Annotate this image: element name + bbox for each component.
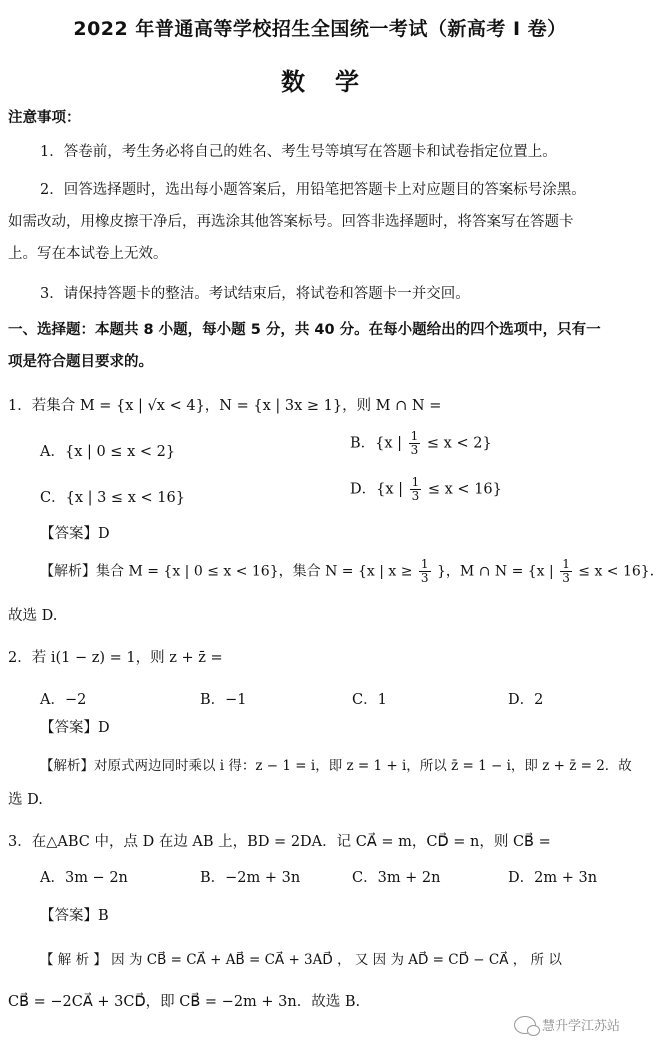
question-1-option-d: D．{x | $\frac{1}{3}$ ≤ x < 16}	[350, 475, 502, 503]
notes-heading: 注意事项：	[8, 110, 81, 126]
section-heading-line-2: 项是符合题目要求的。	[8, 354, 153, 370]
fraction: $\frac{1}{3}$	[410, 429, 419, 457]
question-3-answer: 【答案】B	[40, 908, 109, 924]
question-2-option-b: B．−1	[200, 692, 247, 708]
question-1-option-c: C．{x | 3 ≤ x < 16}	[40, 490, 185, 506]
question-1-stem: 1．若集合 M = {x | √x < 4}，N = {x | 3x ≥ 1}，则 M ∩ N =	[8, 398, 442, 414]
note-item-2-line-2: 如需改动，用橡皮擦干净后，再选涂其他答案标号。回答非选择题时，将答案写在答题卡	[8, 214, 574, 230]
wechat-icon	[514, 1016, 536, 1034]
fraction: $\frac{1}{3}$	[411, 475, 420, 503]
question-3-stem: 3．在△ABC 中，点 D 在边 AB 上，BD = 2DA．记 CA⃗ = m，CD⃗ = n，则 CB⃗ =	[8, 834, 551, 850]
note-item-3: 3．请保持答题卡的整洁。考试结束后，将试卷和答题卡一并交回。	[40, 286, 470, 302]
question-1-option-b: B．{x | $\frac{1}{3}$ ≤ x < 2}	[350, 429, 492, 457]
question-2-answer: 【答案】D	[40, 720, 110, 736]
subject-title: 数学	[281, 68, 389, 96]
question-3-analysis: 【 解 析 】 因 为 CB⃗ = CA⃗ + AB⃗ = CA⃗ + 3AD⃗ ， 又 因 为 AD⃗ = CD⃗ − CA⃗ ， 所 以	[40, 952, 562, 968]
question-2-option-d: D．2	[508, 692, 544, 708]
question-2-conclusion: 选 D.	[8, 792, 43, 808]
question-1-analysis: 【解析】集合 M = {x | 0 ≤ x < 16}，集合 N = {x | x ≥ $\frac{1}{3}$ }，M ∩ N = {x | $\frac{1}{3}$ ≤ x < 16}．	[40, 557, 664, 585]
note-item-2-line-3: 上。写在本试卷上无效。	[8, 246, 168, 262]
question-1-option-a: A．{x | 0 ≤ x < 2}	[40, 444, 176, 460]
section-heading-line-1: 一、选择题：本题共 8 小题，每小题 5 分，共 40 分。在每小题给出的四个选项中，只有一	[8, 322, 601, 338]
fraction: $\frac{1}{3}$	[420, 557, 429, 585]
watermark	[514, 1015, 620, 1034]
question-1-answer: 【答案】D	[40, 526, 110, 542]
question-2-stem: 2．若 i(1 − z) = 1，则 z + z̄ =	[8, 650, 223, 666]
note-item-1: 1．答卷前，考生务必将自己的姓名、考生号等填写在答题卡和试卷指定位置上。	[40, 144, 557, 160]
fraction: $\frac{1}{3}$	[562, 557, 570, 585]
question-3-option-a: A．3m − 2n	[40, 870, 128, 886]
watermark-text: 慧升学江苏站	[541, 1019, 620, 1034]
question-2-option-c: C．1	[352, 692, 387, 708]
question-3-conclusion: CB⃗ = −2CA⃗ + 3CD⃗，即 CB⃗ = −2m + 3n．故选 B.	[8, 994, 361, 1010]
question-3-option-c: C．3m + 2n	[352, 870, 441, 886]
note-item-2-line-1: 2．回答选择题时，选出每小题答案后，用铅笔把答题卡上对应题目的答案标号涂黑。	[40, 182, 586, 198]
exam-title: 2022 年普通高等学校招生全国统一考试（新高考 I 卷）	[73, 18, 567, 40]
question-2-analysis: 【解析】对原式两边同时乘以 i 得：z − 1 = i，即 z = 1 + i，所以 z̄ = 1 − i，即 z + z̄ = 2．故	[40, 758, 632, 774]
question-3-option-b: B．−2m + 3n	[200, 870, 301, 886]
question-3-option-d: D．2m + 3n	[508, 870, 598, 886]
question-1-conclusion: 故选 D.	[8, 608, 58, 624]
question-2-option-a: A．−2	[40, 692, 87, 708]
